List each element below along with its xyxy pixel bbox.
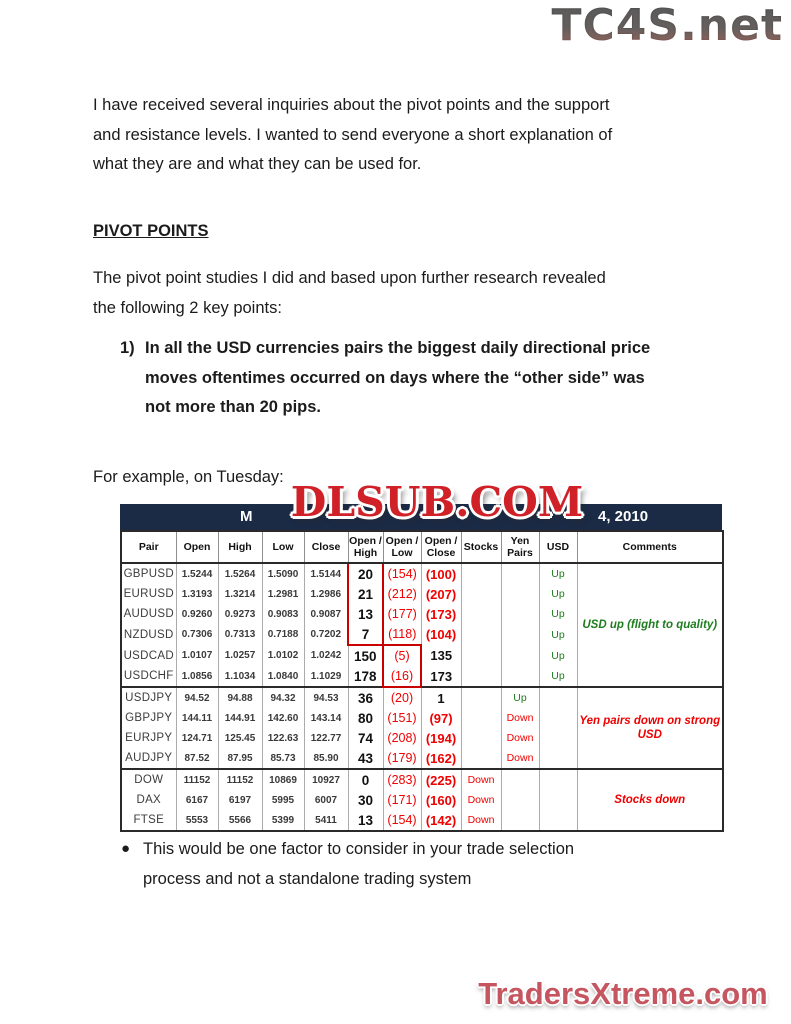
- cell-low: 122.63: [262, 728, 304, 748]
- col-header-open-low: Open / Low: [383, 531, 421, 563]
- cell-open: 94.52: [176, 687, 218, 708]
- cell-oh: 30: [348, 790, 383, 810]
- col-header-pair: Pair: [121, 531, 176, 563]
- cell-stocks: [461, 666, 501, 687]
- market-data-table: [120, 530, 724, 832]
- cell-open: 0.7306: [176, 624, 218, 645]
- cell-stocks: [461, 728, 501, 748]
- cell-close: 6007: [304, 790, 348, 810]
- cell-pair: FTSE: [121, 810, 176, 831]
- cell-oc: 1: [421, 687, 461, 708]
- cell-low: 1.0840: [262, 666, 304, 687]
- cell-low: 10869: [262, 769, 304, 790]
- cell-stocks: [461, 645, 501, 666]
- cell-yen: Up: [501, 687, 539, 708]
- cell-oh: 80: [348, 708, 383, 728]
- cell-oh: 178: [348, 666, 383, 687]
- cell-usd: Up: [539, 666, 577, 687]
- cell-yen: [501, 604, 539, 624]
- cell-high: 1.3214: [218, 584, 262, 604]
- col-header-open: Open: [176, 531, 218, 563]
- tradersxtreme-logo: TradersXtreme.com: [478, 976, 768, 1011]
- cell-oc: (207): [421, 584, 461, 604]
- cell-ol: (16): [383, 666, 421, 687]
- cell-high: 0.7313: [218, 624, 262, 645]
- cell-low: 142.60: [262, 708, 304, 728]
- cell-open: 87.52: [176, 748, 218, 769]
- cell-pair: AUDJPY: [121, 748, 176, 769]
- cell-usd: [539, 687, 577, 708]
- cell-usd: Up: [539, 624, 577, 645]
- cell-pair: GBPUSD: [121, 563, 176, 584]
- table-row: [121, 769, 723, 790]
- cell-stocks: Down: [461, 769, 501, 790]
- table-title-right: 4, 2010: [598, 508, 649, 525]
- cell-low: 1.0102: [262, 645, 304, 666]
- cell-oh: 21: [348, 584, 383, 604]
- cell-oh: 0: [348, 769, 383, 790]
- cell-open: 144.11: [176, 708, 218, 728]
- cell-stocks: Down: [461, 790, 501, 810]
- cell-pair: USDJPY: [121, 687, 176, 708]
- cell-open: 1.3193: [176, 584, 218, 604]
- cell-high: 5566: [218, 810, 262, 831]
- cell-usd: Up: [539, 645, 577, 666]
- cell-yen: Down: [501, 748, 539, 769]
- cell-oc: 173: [421, 666, 461, 687]
- table-row: [121, 563, 723, 584]
- cell-oh: 74: [348, 728, 383, 748]
- cell-pair: AUDUSD: [121, 604, 176, 624]
- cell-high: 1.5264: [218, 563, 262, 584]
- cell-oh: 150: [348, 645, 383, 666]
- cell-ol: (118): [383, 624, 421, 645]
- cell-open: 6167: [176, 790, 218, 810]
- example-label: For example, on Tuesday:: [93, 468, 284, 486]
- cell-pair: DOW: [121, 769, 176, 790]
- cell-pair: DAX: [121, 790, 176, 810]
- cell-high: 6197: [218, 790, 262, 810]
- cell-close: 1.0242: [304, 645, 348, 666]
- cell-ol: (283): [383, 769, 421, 790]
- col-header-stocks: Stocks: [461, 531, 501, 563]
- cell-ol: (208): [383, 728, 421, 748]
- col-header-open-high: Open / High: [348, 531, 383, 563]
- cell-oh: 13: [348, 810, 383, 831]
- cell-usd: Up: [539, 584, 577, 604]
- cell-open: 1.5244: [176, 563, 218, 584]
- cell-stocks: [461, 584, 501, 604]
- cell-ol: (179): [383, 748, 421, 769]
- cell-oc: (225): [421, 769, 461, 790]
- col-header-high: High: [218, 531, 262, 563]
- cell-high: 1.1034: [218, 666, 262, 687]
- research-paragraph: [93, 264, 606, 323]
- cell-close: 0.7202: [304, 624, 348, 645]
- bullet-line: process and not a standalone trading system: [143, 869, 472, 888]
- cell-low: 5995: [262, 790, 304, 810]
- col-header-low: Low: [262, 531, 304, 563]
- cell-ol: (212): [383, 584, 421, 604]
- cell-high: 0.9273: [218, 604, 262, 624]
- cell-oc: (162): [421, 748, 461, 769]
- cell-ol: (5): [383, 645, 421, 666]
- cell-open: 1.0107: [176, 645, 218, 666]
- col-header-yen-pairs: Yen Pairs: [501, 531, 539, 563]
- cell-low: 1.5090: [262, 563, 304, 584]
- cell-high: 144.91: [218, 708, 262, 728]
- bullet-dot: ●: [121, 840, 131, 857]
- cell-low: 85.73: [262, 748, 304, 769]
- bullet-point: [121, 835, 574, 894]
- research-line: The pivot point studies I did and based upon further research revealed: [93, 269, 606, 287]
- cell-high: 94.88: [218, 687, 262, 708]
- key-point-line: moves oftentimes occurred on days where the “other side” was: [145, 368, 645, 387]
- group-comment: Yen pairs down on strong USD: [577, 687, 723, 769]
- cell-stocks: [461, 624, 501, 645]
- cell-close: 10927: [304, 769, 348, 790]
- cell-ol: (154): [383, 810, 421, 831]
- cell-yen: [501, 563, 539, 584]
- cell-stocks: [461, 687, 501, 708]
- cell-usd: [539, 728, 577, 748]
- cell-oc: (173): [421, 604, 461, 624]
- cell-close: 1.1029: [304, 666, 348, 687]
- cell-oc: (97): [421, 708, 461, 728]
- tc4s-logo: TC4S.net: [551, 0, 783, 51]
- pivot-points-heading: PIVOT POINTS: [93, 222, 209, 240]
- cell-ol: (154): [383, 563, 421, 584]
- cell-usd: [539, 708, 577, 728]
- cell-low: 0.7188: [262, 624, 304, 645]
- cell-oh: 20: [348, 563, 383, 584]
- cell-open: 5553: [176, 810, 218, 831]
- cell-high: 1.0257: [218, 645, 262, 666]
- intro-line: and resistance levels. I wanted to send everyone a short explanation of: [93, 125, 613, 144]
- key-point-line: not more than 20 pips.: [145, 398, 322, 416]
- cell-ol: (171): [383, 790, 421, 810]
- intro-line: what they are and what they can be used for.: [93, 155, 422, 173]
- table-header-row: [121, 531, 723, 563]
- cell-oh: 43: [348, 748, 383, 769]
- cell-pair: EURJPY: [121, 728, 176, 748]
- cell-high: 87.95: [218, 748, 262, 769]
- cell-usd: [539, 790, 577, 810]
- cell-yen: Down: [501, 728, 539, 748]
- cell-open: 0.9260: [176, 604, 218, 624]
- research-line: the following 2 key points:: [93, 298, 282, 317]
- cell-oc: (104): [421, 624, 461, 645]
- cell-oh: 13: [348, 604, 383, 624]
- cell-pair: NZDUSD: [121, 624, 176, 645]
- cell-ol: (177): [383, 604, 421, 624]
- cell-oc: (142): [421, 810, 461, 831]
- cell-stocks: [461, 563, 501, 584]
- cell-high: 11152: [218, 769, 262, 790]
- cell-high: 125.45: [218, 728, 262, 748]
- list-number: 1): [120, 339, 135, 357]
- cell-pair: GBPJPY: [121, 708, 176, 728]
- key-point-1: [120, 334, 650, 423]
- cell-yen: [501, 645, 539, 666]
- cell-usd: Up: [539, 604, 577, 624]
- cell-yen: [501, 666, 539, 687]
- cell-usd: Up: [539, 563, 577, 584]
- cell-low: 94.32: [262, 687, 304, 708]
- intro-paragraph: [93, 91, 612, 180]
- cell-pair: EURUSD: [121, 584, 176, 604]
- cell-yen: [501, 584, 539, 604]
- cell-close: 85.90: [304, 748, 348, 769]
- cell-oc: (194): [421, 728, 461, 748]
- cell-close: 5411: [304, 810, 348, 831]
- cell-oh: 36: [348, 687, 383, 708]
- cell-pair: USDCHF: [121, 666, 176, 687]
- cell-open: 11152: [176, 769, 218, 790]
- cell-yen: [501, 769, 539, 790]
- cell-open: 1.0856: [176, 666, 218, 687]
- cell-low: 1.2981: [262, 584, 304, 604]
- cell-close: 1.2986: [304, 584, 348, 604]
- cell-yen: [501, 624, 539, 645]
- cell-yen: Down: [501, 708, 539, 728]
- cell-close: 94.53: [304, 687, 348, 708]
- pivot-table: [120, 504, 722, 832]
- cell-usd: [539, 748, 577, 769]
- cell-low: 5399: [262, 810, 304, 831]
- cell-usd: [539, 810, 577, 831]
- cell-stocks: [461, 604, 501, 624]
- cell-close: 122.77: [304, 728, 348, 748]
- cell-oc: (100): [421, 563, 461, 584]
- cell-open: 124.71: [176, 728, 218, 748]
- cell-ol: (20): [383, 687, 421, 708]
- cell-stocks: Down: [461, 810, 501, 831]
- cell-ol: (151): [383, 708, 421, 728]
- intro-line: I have received several inquiries about the pivot points and the support: [93, 96, 610, 114]
- cell-usd: [539, 769, 577, 790]
- key-point-line: In all the USD currencies pairs the biggest daily directional price: [145, 339, 651, 357]
- cell-yen: [501, 810, 539, 831]
- cell-oc: (160): [421, 790, 461, 810]
- bullet-line: This would be one factor to consider in your trade selection: [143, 840, 575, 858]
- col-header-comments: Comments: [577, 531, 723, 563]
- cell-low: 0.9083: [262, 604, 304, 624]
- cell-yen: [501, 790, 539, 810]
- cell-close: 1.5144: [304, 563, 348, 584]
- table-title-left: M: [240, 508, 253, 525]
- col-header-close: Close: [304, 531, 348, 563]
- group-comment: USD up (flight to quality): [577, 563, 723, 687]
- table-row: [121, 687, 723, 708]
- cell-stocks: [461, 708, 501, 728]
- dlsub-watermark: DLSUB.COM: [290, 478, 584, 526]
- cell-oh: 7: [348, 624, 383, 645]
- cell-close: 0.9087: [304, 604, 348, 624]
- group-comment: Stocks down: [577, 769, 723, 831]
- cell-pair: USDCAD: [121, 645, 176, 666]
- cell-stocks: [461, 748, 501, 769]
- cell-oc: 135: [421, 645, 461, 666]
- cell-close: 143.14: [304, 708, 348, 728]
- col-header-open-close: Open / Close: [421, 531, 461, 563]
- col-header-usd: USD: [539, 531, 577, 563]
